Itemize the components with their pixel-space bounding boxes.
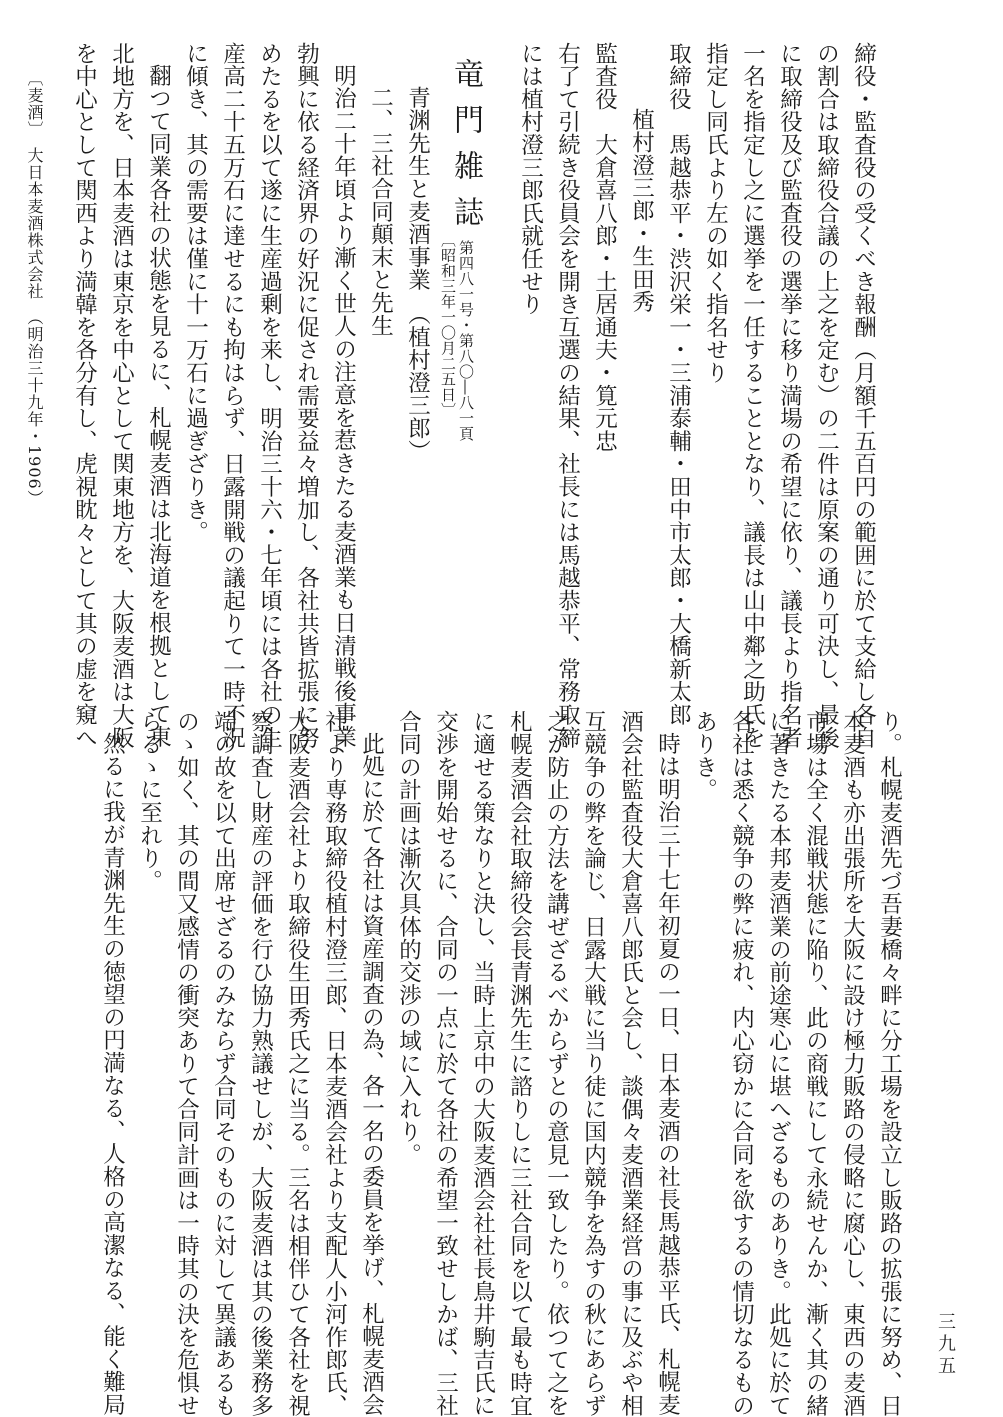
text-column: 植村澄三郎・生田秀 [628, 108, 655, 314]
text-column: 一名を指定し之に選挙を一任することとなり、議長は山中鄰之助氏を [739, 42, 766, 749]
text-column: 互競争の弊を論じ、日露大戦に当り徒に国内競争を為すの秋にあらず [580, 710, 607, 1417]
text-column: 然るに我が青渊先生の徳望の円満なる、人格の高潔なる、能く難局 [99, 732, 126, 1416]
text-column: を中心として関西より満韓を各分有し、虎視眈々として其の虚を窺へ [71, 42, 98, 749]
text-column: のゝ如く、其の間又感情の衝突ありて合同計画は一時其の決を危惧せ [173, 710, 200, 1417]
text-column: 市場は全く混戦状態に陥り、此の商戦にして永続せんか、漸く其の緒 [802, 710, 829, 1417]
text-column: 交渉を開始せるに、合同の一点に於て各社の希望一致せしかば、三社 [432, 710, 459, 1417]
text-column: 察調査し財産の評価を行ひ協力熟議せしが、大阪麦酒は其の後業務多 [247, 710, 274, 1417]
text-column: 勃興に依る経済界の好況に促され需要益々増加し、各社共皆拡張に努 [293, 42, 320, 749]
text-column: 札幌麦酒会社取締役会長青渊先生に諮りしに三社合同を以て最も時宜 [506, 710, 533, 1417]
magazine-date: 〔昭和三年一〇月二五日〕 [439, 232, 457, 418]
text-column: めたるを以て遂に生産過剰を来し、明治三十六・七年頃には各社の生 [256, 42, 283, 749]
text-column: 本麦酒も亦出張所を大阪に設け極力販路の侵略に腐心し、東西の麦酒 [839, 710, 866, 1417]
text-column: 締役・監査役の受くべき報酬（月額千五百円の範囲に於て支給し各自 [850, 42, 877, 749]
text-column: 合同の計画は漸次具体的交渉の域に入れり。 [395, 710, 422, 1166]
text-column: に傾き、其の需要は僅に十一万石に過ぎざりき。 [182, 42, 209, 544]
text-column: には植村澄三郎氏就任せり [517, 42, 544, 316]
page-number: 三九五 [935, 1312, 956, 1378]
text-column: 之が防止の方法を講ぜざるべからずとの意見一致したり。依つて之を [543, 710, 570, 1417]
text-column: らるゝに至れり。 [136, 710, 163, 893]
text-column: ありき。 [691, 710, 718, 802]
text-column: 指定し同氏より左の如く指名せり [702, 42, 729, 384]
text-column: 時は明治三十七年初夏の一日、日本麦酒の社長馬越恭平氏、札幌麦 [654, 732, 681, 1416]
text-column: 翻つて同業各社の状態を見るに、札幌麦酒は北海道を根拠として東 [145, 64, 172, 748]
text-column: に適せる策なりと決し、当時上京中の大阪麦酒会社社長鳥井駒吉氏に [469, 710, 496, 1417]
text-column: 右了て引続き役員会を開き互選の結果、社長には馬越恭平、常務取締 [554, 42, 581, 749]
running-footer: 〔麦酒〕 大日本麦酒株式会社 （明治三十九年・1906） [25, 70, 44, 507]
text-column: 取締役 馬越恭平・渋沢栄一・三浦泰輔・田中市太郎・大橋新太郎 [665, 42, 692, 726]
magazine-title: 竜門雑誌 [448, 58, 483, 242]
text-column: の割合は取締役合議の上之を定む）の二件は原案の通り可決し、最後 [813, 42, 840, 749]
text-column: 監査役 大倉喜八郎・土居通夫・筧元忠 [591, 42, 618, 453]
text-column: 各社は悉く競争の弊に疲れ、内心窃かに合同を欲するの情切なるもの [728, 710, 755, 1417]
text-column: 社より専務取締役植村澄三郎、日本麦酒会社より支配人小河作郎氏、 [321, 710, 348, 1417]
text-column: り。札幌麦酒先づ吾妻橋々畔に分工場を設立し販路の拡張に努め、日 [876, 710, 903, 1417]
text-column: に著きたる本邦麦酒業の前途寒心に堪へざるものありき。此処に於て [765, 710, 792, 1417]
text-column: 此処に於て各社は資産調査の為、各一名の委員を挙げ、札幌麦酒会 [358, 732, 385, 1416]
text-column: 酒会社監査役大倉喜八郎氏と会し、談偶々麦酒業経営の事に及ぶや相 [617, 710, 644, 1417]
article-title: 青渊先生と麦酒事業 （植村澄三郎） [404, 86, 431, 463]
text-column: 産高二十五万石に達せるにも拘はらず、日露開戦の議起りて一時不況 [219, 42, 246, 749]
text-column: に取締役及び監査役の選挙に移り満場の希望に依り、議長より指名者 [776, 42, 803, 749]
text-column: 北地方を、日本麦酒は東京を中心として関東地方を、大阪麦酒は大阪 [108, 42, 135, 749]
text-column: 明治二十年頃より漸く世人の注意を惹きたる麦酒業も日清戦後事業 [330, 64, 357, 748]
magazine-issue: 第四八一号・第八〇―八一頁 [457, 240, 475, 442]
section-heading: 二、三社合同顛末と先生 [367, 86, 394, 337]
text-column: 大阪麦酒会社より取締役生田秀氏之に当る。三名は相伴ひて各社を視 [284, 710, 311, 1417]
text-column: 端の故を以て出席せざるのみならず合同そのものに対して異議あるも [210, 710, 237, 1417]
